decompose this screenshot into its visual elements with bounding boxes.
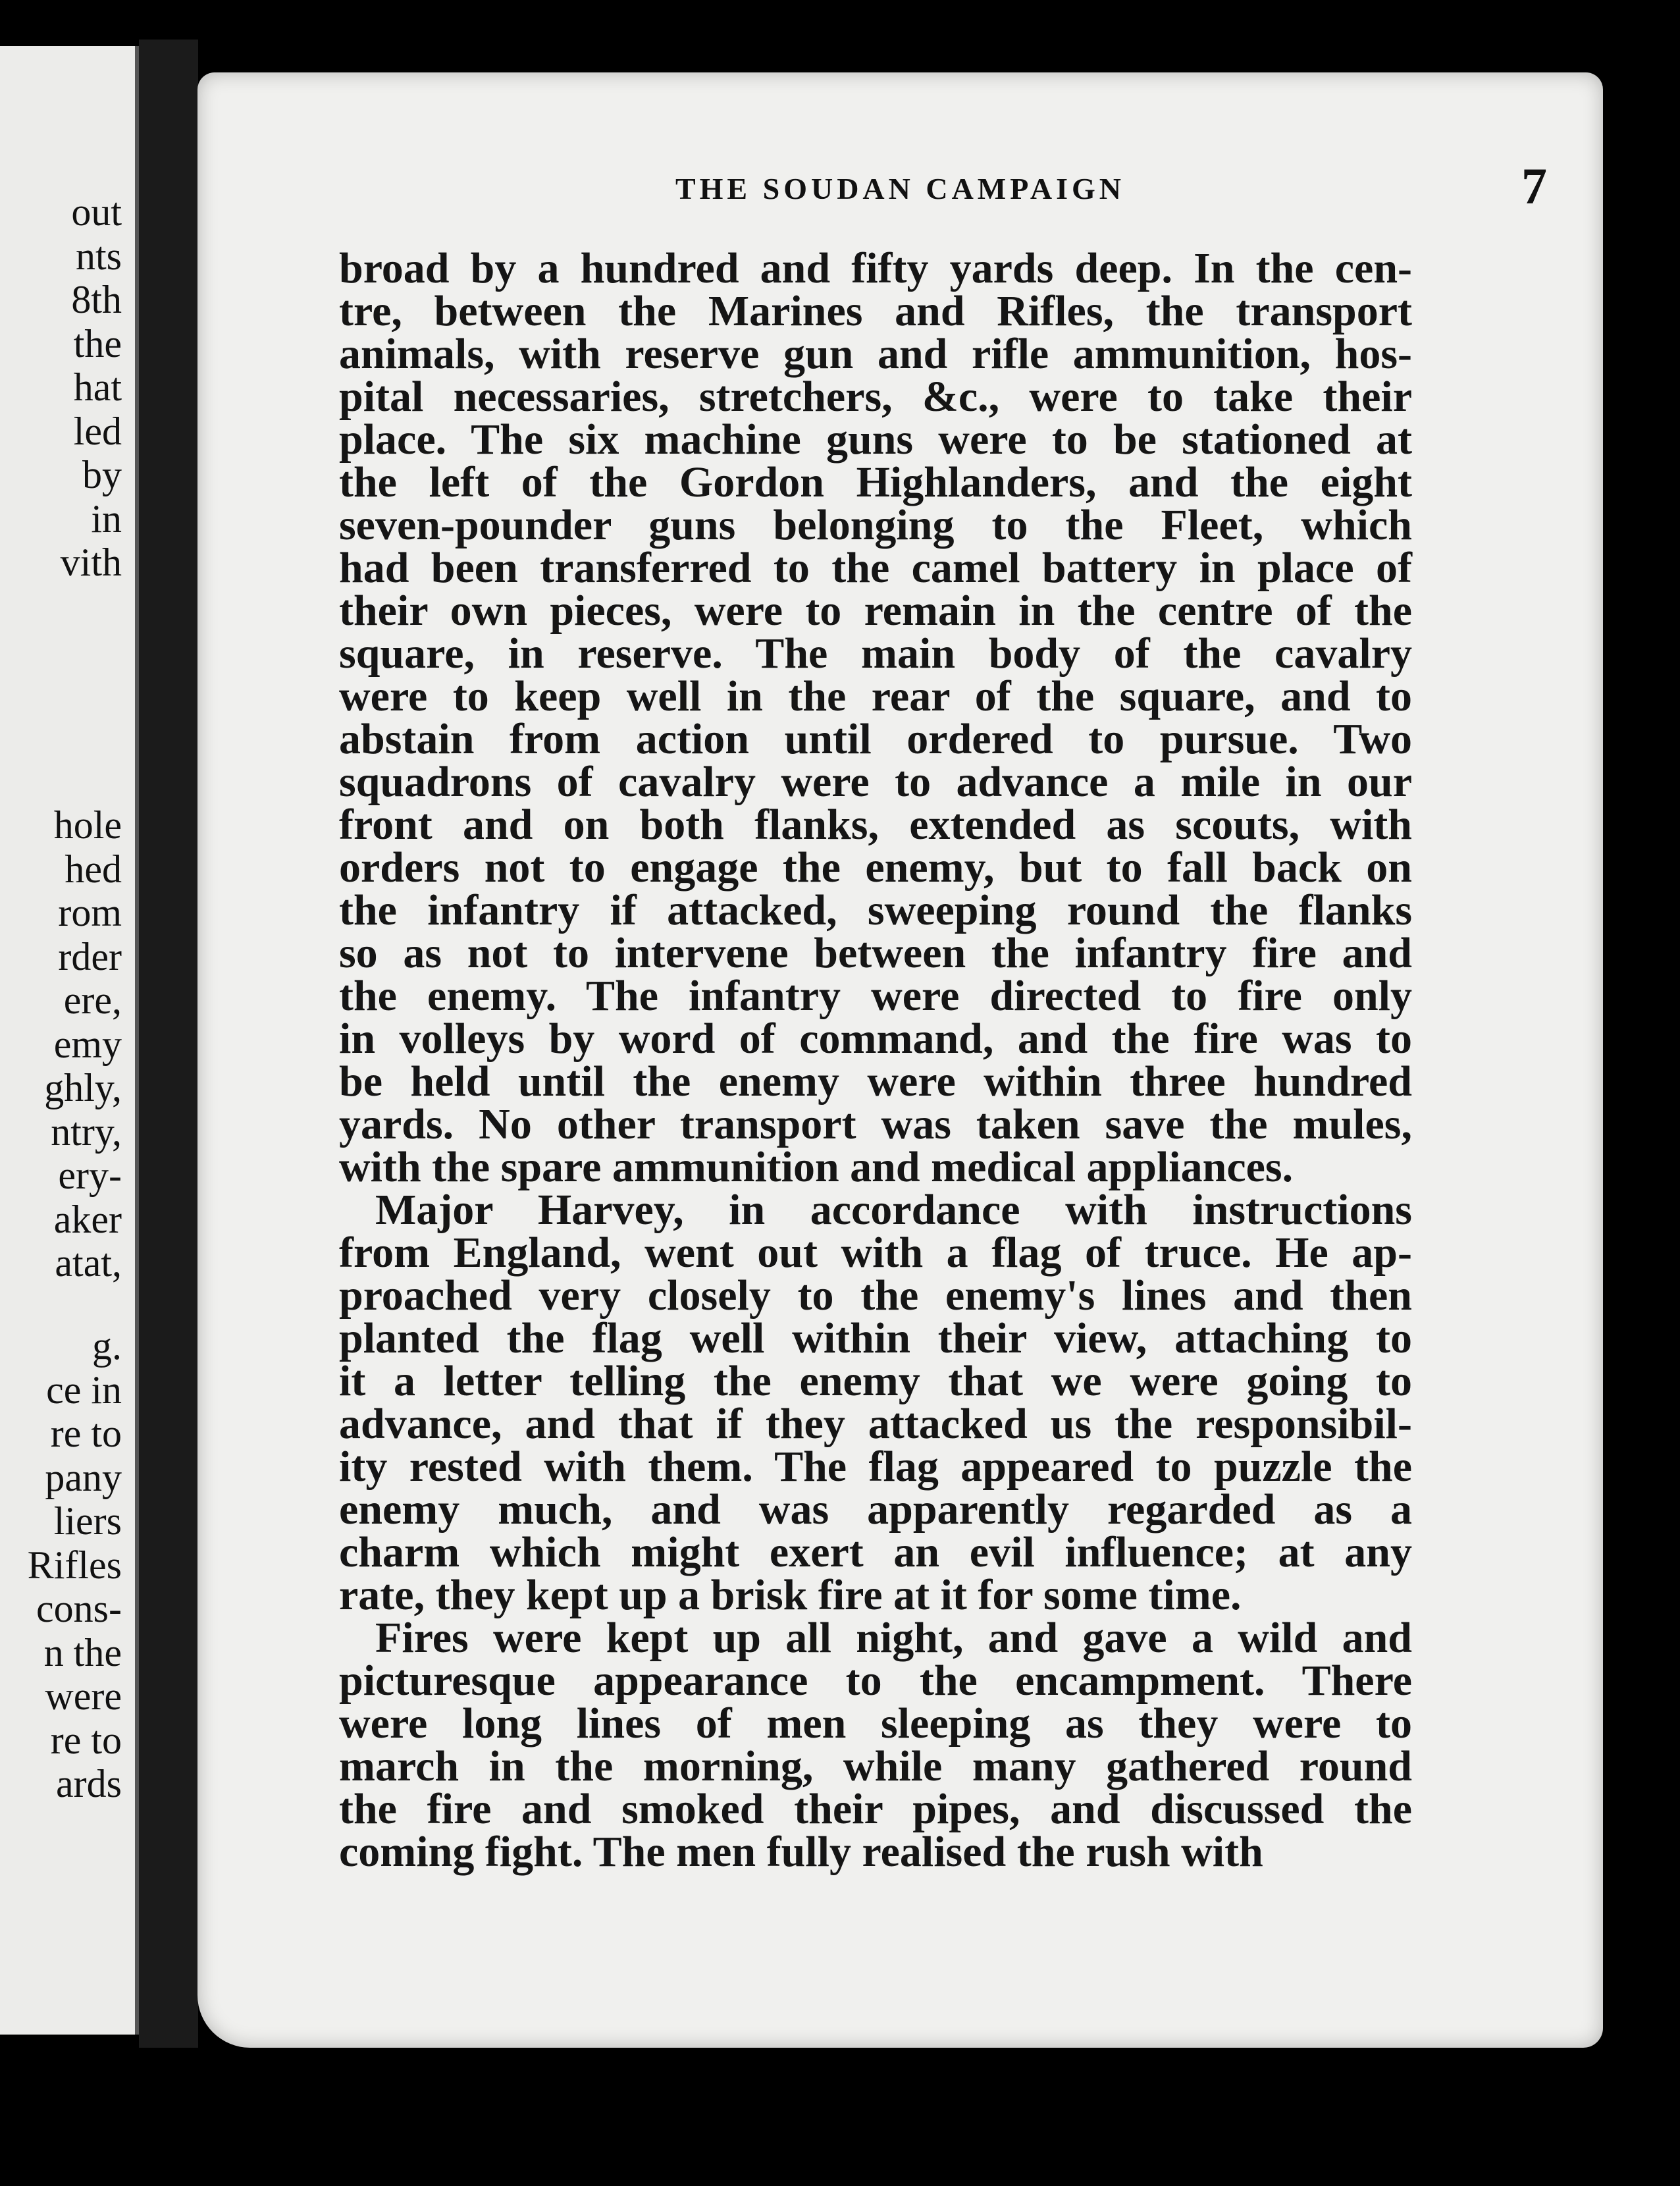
text-line: enemy much, and was apparently regarded as a	[339, 1485, 1412, 1533]
left-page-line-fragment: ghly,	[44, 1066, 122, 1109]
text-line: so as not to intervene between the infantry fire and	[339, 929, 1412, 977]
left-page-line-fragment: atat,	[55, 1241, 122, 1285]
text-line: coming fight. The men fully realised the rush with	[339, 1828, 1263, 1876]
text-line: their own pieces, were to remain in the centre of the	[339, 587, 1412, 635]
left-page-line-fragment: out	[71, 190, 122, 234]
left-page-line-fragment: g.	[92, 1324, 122, 1368]
left-page-line-fragment: cons-	[36, 1587, 122, 1631]
text-line: had been transferred to the camel battery in place of	[339, 544, 1412, 592]
left-page-line-fragment: liers	[53, 1499, 122, 1543]
text-line: it a letter telling the enemy that we were going to	[339, 1357, 1412, 1405]
left-page-line-fragment: the	[73, 321, 122, 365]
left-page-line-fragment: in	[91, 496, 122, 541]
book-page	[197, 72, 1603, 2048]
text-line: ity rested with them. The flag appeared to puzzle the	[339, 1443, 1412, 1491]
left-page-line-fragment: aker	[53, 1197, 122, 1241]
left-page-line-fragment: by	[82, 453, 122, 496]
text-line: were to keep well in the rear of the square, and to	[339, 672, 1412, 720]
text-line: with the spare ammunition and medical appliances.	[339, 1143, 1294, 1191]
text-line: proached very closely to the enemy's lines and then	[339, 1271, 1412, 1320]
text-line: animals, with reserve gun and rifle ammunition, hos-	[339, 330, 1412, 378]
book-gutter	[139, 40, 198, 2048]
body-text	[339, 244, 1412, 1876]
text-line: square, in reserve. The main body of the cavalry	[339, 629, 1412, 678]
text-line: were long lines of men sleeping as they were to	[339, 1699, 1412, 1747]
left-page-line-fragment: hed	[65, 847, 122, 891]
text-line: advance, and that if they attacked us the responsibil-	[339, 1400, 1412, 1448]
text-line: planted the flag well within their view, attaching to	[339, 1314, 1412, 1362]
left-page-line-fragment: hat	[73, 365, 122, 409]
text-line: place. The six machine guns were to be stationed at	[339, 415, 1412, 464]
text-line: in volleys by word of command, and the fire was to	[339, 1015, 1412, 1063]
text-line: orders not to engage the enemy, but to fall back on	[339, 843, 1412, 892]
text-line: march in the morning, while many gathered round	[339, 1742, 1412, 1790]
text-line: abstain from action until ordered to pursue. Two	[339, 715, 1412, 763]
text-line: Major Harvey, in accordance with instructions	[375, 1186, 1412, 1234]
text-line: seven-pounder guns belonging to the Fleet, which	[339, 501, 1412, 549]
left-page-line-fragment: rom	[58, 891, 122, 934]
text-line: front and on both flanks, extended as scouts, with	[339, 801, 1412, 849]
text-line: picturesque appearance to the encampment. There	[339, 1657, 1412, 1705]
left-page-line-fragment: ery-	[58, 1154, 122, 1197]
left-page-line-fragment: 8th	[71, 278, 122, 321]
text-line: charm which might exert an evil influence; at any	[339, 1528, 1412, 1576]
text-line: broad by a hundred and fifty yards deep. In the cen-	[339, 244, 1412, 292]
text-line: yards. No other transport was taken save the mules,	[339, 1100, 1412, 1148]
left-page-line-fragment: nts	[75, 234, 122, 278]
previous-page-fragment	[0, 46, 139, 2035]
left-page-line-fragment: ards	[56, 1762, 122, 1806]
left-page-line-fragment: ere,	[63, 978, 122, 1022]
left-page-line-fragment: ce in	[46, 1368, 122, 1412]
text-line: the enemy. The infantry were directed to fire only	[339, 972, 1412, 1020]
left-page-line-fragment: vith	[60, 541, 122, 584]
left-page-line-fragment: pany	[45, 1455, 122, 1499]
text-line: tre, between the Marines and Rifles, the transport	[339, 287, 1412, 335]
left-page-line-fragment: hole	[53, 803, 122, 847]
left-page-line-fragment: ntry,	[51, 1109, 122, 1154]
text-line: pital necessaries, stretchers, &c., were to take their	[339, 373, 1412, 421]
text-line: Fires were kept up all night, and gave a wild and	[375, 1614, 1412, 1662]
left-page-line-fragment: re to	[50, 1718, 122, 1762]
left-page-line-fragment: rder	[58, 934, 122, 978]
left-page-line-fragment: re to	[50, 1412, 122, 1456]
left-page-line-fragment: were	[45, 1674, 122, 1719]
left-page-line-fragment: Rifles	[27, 1543, 122, 1587]
text-line: from England, went out with a flag of truce. He ap-	[339, 1229, 1412, 1277]
text-line: the fire and smoked their pipes, and discussed the	[339, 1785, 1412, 1833]
page-number: 7	[1521, 157, 1547, 215]
text-line: the infantry if attacked, sweeping round the flanks	[339, 886, 1412, 934]
text-line: rate, they kept up a brisk fire at it for some time.	[339, 1571, 1242, 1619]
left-page-line-fragment: emy	[53, 1022, 122, 1066]
left-page-line-fragment: led	[73, 409, 122, 453]
text-line: be held until the enemy were within three hundred	[339, 1057, 1412, 1106]
running-head: THE SOUDAN CAMPAIGN	[675, 172, 1126, 205]
left-page-line-fragment: n the	[43, 1630, 122, 1674]
text-line: the left of the Gordon Highlanders, and the eight	[339, 458, 1412, 506]
text-line: squadrons of cavalry were to advance a mile in our	[339, 758, 1412, 806]
